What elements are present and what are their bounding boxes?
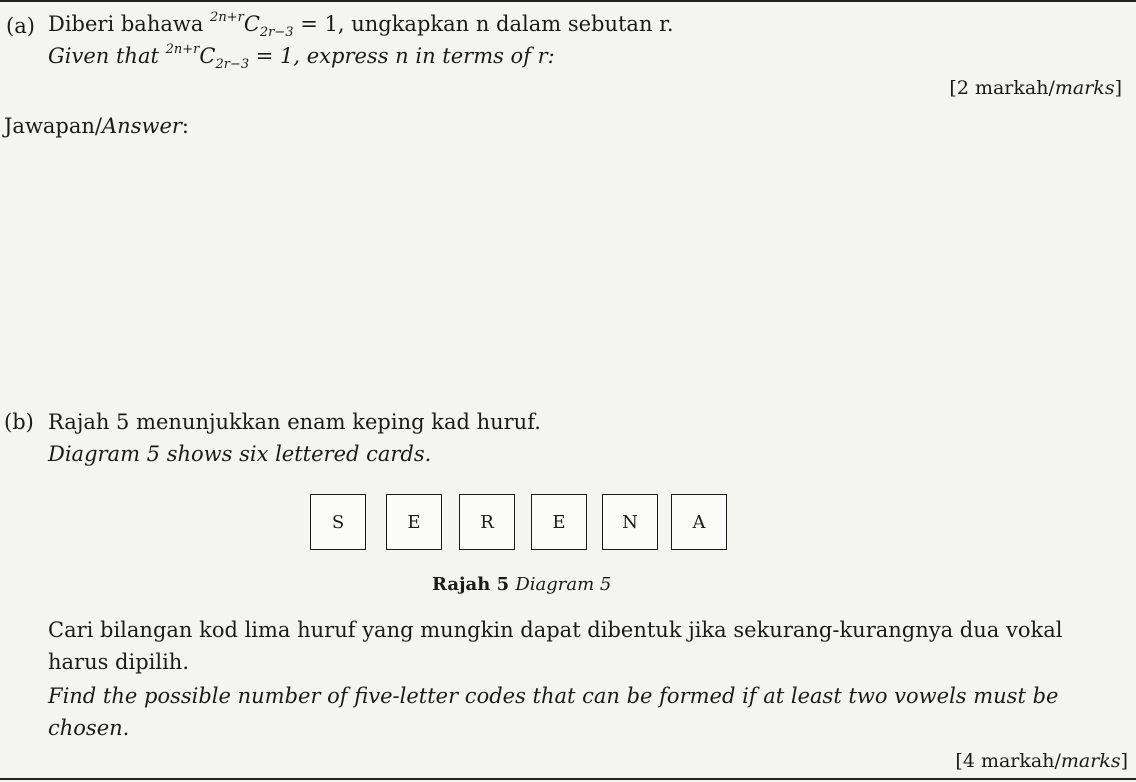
part-a-marks-en: marks <box>1054 77 1115 99</box>
part-b-marks-ms: [4 markah/ <box>955 750 1061 772</box>
card-2: E <box>386 494 442 550</box>
part-a-en-sup: 2n+r <box>165 42 200 57</box>
part-a-en-sub: 2r−3 <box>215 57 250 73</box>
part-b-malay-line: Rajah 5 menunjukkan enam keping kad huruf. <box>48 410 541 434</box>
caption-ms: Rajah 5 <box>432 574 516 595</box>
card-5: N <box>602 494 658 550</box>
part-a-marks <box>949 77 1122 99</box>
part-b-question-en-2: chosen. <box>48 716 130 740</box>
card-6: A <box>671 494 727 550</box>
part-a-ms-sup: 2n+r <box>210 10 244 25</box>
part-a-marks-close: ] <box>1114 77 1122 99</box>
part-a-marks-ms: [2 markah/ <box>949 77 1055 99</box>
card-1: S <box>310 494 366 550</box>
part-b-marks <box>955 750 1128 772</box>
part-b-marks-en: marks <box>1060 750 1121 772</box>
part-b-question-en-1: Find the possible number of five-letter codes that can be formed if at least two vowels must be <box>48 684 1059 708</box>
part-a-en-suffix: , express n in terms of r: <box>293 44 555 68</box>
part-b-question-ms-2: harus dipilih. <box>48 650 190 674</box>
diagram-caption <box>432 574 611 595</box>
part-a-ms-prefix: Diberi bahawa <box>48 12 211 36</box>
part-b-question-ms-1: Cari bilangan kod lima huruf yang mungkin dapat dibentuk jika sekurang-kurangnya dua vokal <box>48 618 1063 642</box>
answer-label-en: Answer <box>102 114 182 138</box>
part-b-english-line: Diagram 5 shows six lettered cards. <box>48 442 432 466</box>
part-a-english-line <box>48 44 555 72</box>
part-a-en-c: C <box>199 44 216 68</box>
card-4: E <box>531 494 587 550</box>
top-rule <box>0 0 1136 2</box>
card-3: R <box>459 494 515 550</box>
part-b-marks-close: ] <box>1120 750 1128 772</box>
part-a-ms-suffix: , ungkapkan n dalam sebutan r. <box>337 12 674 36</box>
part-a-ms-sub: 2r−3 <box>259 25 294 41</box>
part-a-en-prefix: Given that <box>48 44 166 68</box>
part-a-ms-c: C <box>243 12 260 36</box>
caption-en: Diagram 5 <box>515 574 612 595</box>
part-a-malay-line <box>48 12 674 40</box>
answer-label <box>4 114 189 138</box>
answer-space[interactable] <box>0 150 1136 390</box>
bottom-rule <box>0 778 1136 780</box>
part-b-label: (b) <box>4 410 34 434</box>
answer-label-colon: : <box>181 114 189 138</box>
part-a-en-eq: = 1 <box>249 44 294 68</box>
answer-label-ms: Jawapan/ <box>4 114 102 138</box>
part-a-label: (a) <box>6 14 35 38</box>
part-a-ms-eq: = 1 <box>293 12 338 36</box>
